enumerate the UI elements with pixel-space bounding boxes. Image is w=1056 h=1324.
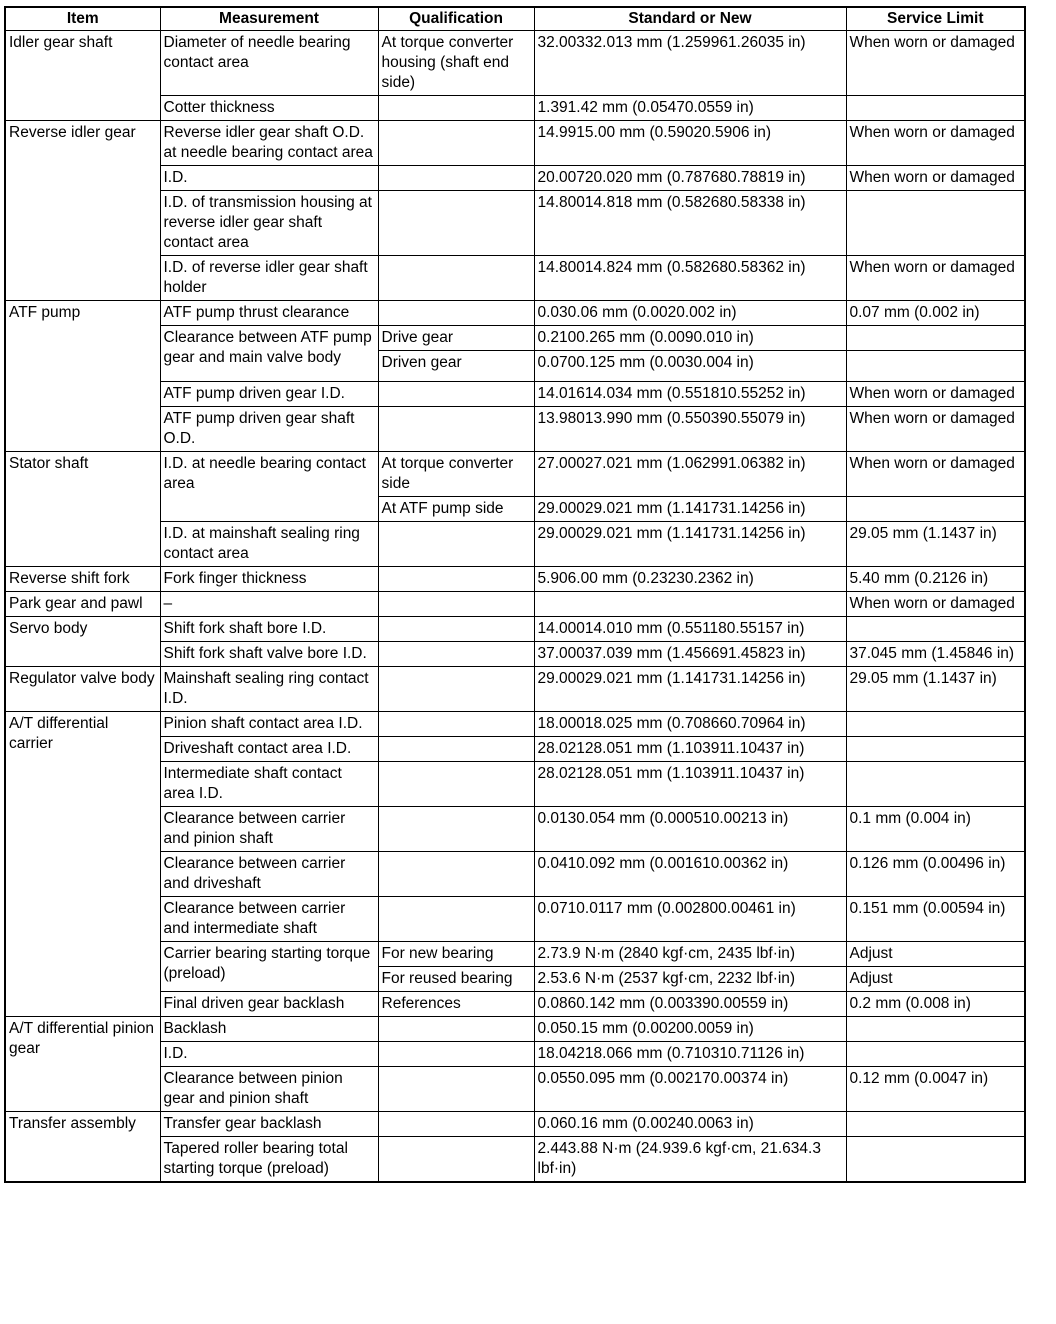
limit-cell: 0.2 mm (0.008 in): [846, 992, 1025, 1017]
limit-cell: 0.12 mm (0.0047 in): [846, 1067, 1025, 1112]
standard-cell: 29.00029.021 mm (1.141731.14256 in): [534, 497, 846, 522]
limit-cell: [846, 351, 1025, 382]
measurement-cell: Clearance between carrier and driveshaft: [160, 852, 378, 897]
measurement-cell: Carrier bearing starting torque (preload): [160, 942, 378, 992]
standard-cell: 5.906.00 mm (0.23230.2362 in): [534, 567, 846, 592]
measurement-cell: Clearance between carrier and intermediate shaft: [160, 897, 378, 942]
limit-cell: 0.151 mm (0.00594 in): [846, 897, 1025, 942]
measurement-cell: I.D. at needle bearing contact area: [160, 452, 378, 522]
measurement-cell: I.D.: [160, 1042, 378, 1067]
measurement-cell: Driveshaft contact area I.D.: [160, 737, 378, 762]
standard-cell: 0.0710.0117 mm (0.002800.00461 in): [534, 897, 846, 942]
qualification-cell: [378, 807, 534, 852]
standard-cell: 0.030.06 mm (0.0020.002 in): [534, 301, 846, 326]
table-row: [5, 301, 1025, 326]
item-cell: Reverse idler gear: [5, 121, 160, 301]
measurement-cell: I.D. of transmission housing at reverse idler gear shaft contact area: [160, 191, 378, 256]
qualification-cell: References: [378, 992, 534, 1017]
table-row: [5, 592, 1025, 617]
limit-cell: [846, 191, 1025, 256]
header-item: Item: [5, 7, 160, 31]
limit-cell: 0.1 mm (0.004 in): [846, 807, 1025, 852]
limit-cell: 0.07 mm (0.002 in): [846, 301, 1025, 326]
limit-cell: When worn or damaged: [846, 592, 1025, 617]
standard-cell: 13.98013.990 mm (0.550390.55079 in): [534, 407, 846, 452]
qualification-cell: [378, 617, 534, 642]
qualification-cell: [378, 1137, 534, 1183]
spec-table: [4, 6, 1026, 1183]
table-row: [5, 31, 1025, 96]
item-cell: Regulator valve body: [5, 667, 160, 712]
qualification-cell: For new bearing: [378, 942, 534, 967]
standard-cell: 14.80014.824 mm (0.582680.58362 in): [534, 256, 846, 301]
measurement-cell: Diameter of needle bearing contact area: [160, 31, 378, 96]
standard-cell: 27.00027.021 mm (1.062991.06382 in): [534, 452, 846, 497]
qualification-cell: [378, 96, 534, 121]
measurement-cell: Clearance between carrier and pinion shaft: [160, 807, 378, 852]
qualification-cell: Drive gear: [378, 326, 534, 351]
measurement-cell: Cotter thickness: [160, 96, 378, 121]
limit-cell: Adjust: [846, 967, 1025, 992]
qualification-cell: [378, 1112, 534, 1137]
standard-cell: 0.0700.125 mm (0.0030.004 in): [534, 351, 846, 382]
standard-cell: 18.00018.025 mm (0.708660.70964 in): [534, 712, 846, 737]
qualification-cell: [378, 166, 534, 191]
item-cell: A/T differential pinion gear: [5, 1017, 160, 1112]
limit-cell: [846, 1112, 1025, 1137]
limit-cell: [846, 326, 1025, 351]
qualification-cell: [378, 592, 534, 617]
limit-cell: When worn or damaged: [846, 382, 1025, 407]
limit-cell: When worn or damaged: [846, 121, 1025, 166]
standard-cell: 18.04218.066 mm (0.710310.71126 in): [534, 1042, 846, 1067]
qualification-cell: [378, 191, 534, 256]
standard-cell: 0.0410.092 mm (0.001610.00362 in): [534, 852, 846, 897]
qualification-cell: [378, 897, 534, 942]
limit-cell: 29.05 mm (1.1437 in): [846, 522, 1025, 567]
qualification-cell: [378, 256, 534, 301]
qualification-cell: [378, 642, 534, 667]
qualification-cell: [378, 1042, 534, 1067]
limit-cell: [846, 1017, 1025, 1042]
limit-cell: [846, 1042, 1025, 1067]
measurement-cell: Backlash: [160, 1017, 378, 1042]
standard-cell: 14.01614.034 mm (0.551810.55252 in): [534, 382, 846, 407]
standard-cell: 0.0130.054 mm (0.000510.00213 in): [534, 807, 846, 852]
measurement-cell: Final driven gear backlash: [160, 992, 378, 1017]
measurement-cell: I.D. at mainshaft sealing ring contact area: [160, 522, 378, 567]
standard-cell: 32.00332.013 mm (1.259961.26035 in): [534, 31, 846, 96]
measurement-cell: Pinion shaft contact area I.D.: [160, 712, 378, 737]
limit-cell: 29.05 mm (1.1437 in): [846, 667, 1025, 712]
measurement-cell: Reverse idler gear shaft O.D. at needle bearing contact area: [160, 121, 378, 166]
standard-cell: 29.00029.021 mm (1.141731.14256 in): [534, 522, 846, 567]
table-row: [5, 452, 1025, 497]
qualification-cell: [378, 121, 534, 166]
limit-cell: When worn or damaged: [846, 256, 1025, 301]
header-measurement: Measurement: [160, 7, 378, 31]
qualification-cell: [378, 737, 534, 762]
qualification-cell: At ATF pump side: [378, 497, 534, 522]
limit-cell: [846, 497, 1025, 522]
standard-cell: [534, 592, 846, 617]
qualification-cell: [378, 1017, 534, 1042]
qualification-cell: For reused bearing: [378, 967, 534, 992]
measurement-cell: Fork finger thickness: [160, 567, 378, 592]
qualification-cell: [378, 762, 534, 807]
item-cell: ATF pump: [5, 301, 160, 452]
qualification-cell: [378, 1067, 534, 1112]
measurement-cell: I.D. of reverse idler gear shaft holder: [160, 256, 378, 301]
table-row: [5, 1112, 1025, 1137]
standard-cell: 20.00720.020 mm (0.787680.78819 in): [534, 166, 846, 191]
qualification-cell: Driven gear: [378, 351, 534, 382]
header-service-limit: Service Limit: [846, 7, 1025, 31]
standard-cell: 14.80014.818 mm (0.582680.58338 in): [534, 191, 846, 256]
standard-cell: 2.443.88 N·m (24.939.6 kgf·cm, 21.634.3 lbf·in): [534, 1137, 846, 1183]
qualification-cell: [378, 567, 534, 592]
measurement-cell: Clearance between ATF pump gear and main valve body: [160, 326, 378, 382]
standard-cell: 28.02128.051 mm (1.103911.10437 in): [534, 737, 846, 762]
measurement-cell: Clearance between pinion gear and pinion shaft: [160, 1067, 378, 1112]
limit-cell: When worn or damaged: [846, 452, 1025, 497]
limit-cell: [846, 1137, 1025, 1183]
qualification-cell: At torque converter housing (shaft end side): [378, 31, 534, 96]
limit-cell: When worn or damaged: [846, 407, 1025, 452]
limit-cell: [846, 737, 1025, 762]
standard-cell: 14.9915.00 mm (0.59020.5906 in): [534, 121, 846, 166]
measurement-cell: ATF pump driven gear shaft O.D.: [160, 407, 378, 452]
standard-cell: 14.00014.010 mm (0.551180.55157 in): [534, 617, 846, 642]
measurement-cell: Shift fork shaft bore I.D.: [160, 617, 378, 642]
header-qualification: Qualification: [378, 7, 534, 31]
measurement-cell: Shift fork shaft valve bore I.D.: [160, 642, 378, 667]
standard-cell: 0.050.15 mm (0.00200.0059 in): [534, 1017, 846, 1042]
qualification-cell: [378, 301, 534, 326]
standard-cell: 0.0860.142 mm (0.003390.00559 in): [534, 992, 846, 1017]
qualification-cell: [378, 522, 534, 567]
table-row: [5, 617, 1025, 642]
qualification-cell: At torque converter side: [378, 452, 534, 497]
standard-cell: 0.0550.095 mm (0.002170.00374 in): [534, 1067, 846, 1112]
qualification-cell: [378, 712, 534, 737]
measurement-cell: Tapered roller bearing total starting torque (preload): [160, 1137, 378, 1183]
item-cell: Idler gear shaft: [5, 31, 160, 121]
limit-cell: When worn or damaged: [846, 166, 1025, 191]
qualification-cell: [378, 852, 534, 897]
table-row: [5, 567, 1025, 592]
table-row: [5, 667, 1025, 712]
standard-cell: 2.53.6 N·m (2537 kgf·cm, 2232 lbf·in): [534, 967, 846, 992]
standard-cell: 0.2100.265 mm (0.0090.010 in): [534, 326, 846, 351]
standard-cell: 37.00037.039 mm (1.456691.45823 in): [534, 642, 846, 667]
measurement-cell: I.D.: [160, 166, 378, 191]
table-row: [5, 712, 1025, 737]
standard-cell: 28.02128.051 mm (1.103911.10437 in): [534, 762, 846, 807]
measurement-cell: Transfer gear backlash: [160, 1112, 378, 1137]
standard-cell: 2.73.9 N·m (2840 kgf·cm, 2435 lbf·in): [534, 942, 846, 967]
qualification-cell: [378, 382, 534, 407]
limit-cell: 37.045 mm (1.45846 in): [846, 642, 1025, 667]
limit-cell: [846, 617, 1025, 642]
limit-cell: Adjust: [846, 942, 1025, 967]
qualification-cell: [378, 407, 534, 452]
qualification-cell: [378, 667, 534, 712]
standard-cell: 1.391.42 mm (0.05470.0559 in): [534, 96, 846, 121]
limit-cell: [846, 712, 1025, 737]
limit-cell: [846, 762, 1025, 807]
item-cell: Servo body: [5, 617, 160, 667]
measurement-cell: ATF pump driven gear I.D.: [160, 382, 378, 407]
standard-cell: 29.00029.021 mm (1.141731.14256 in): [534, 667, 846, 712]
table-row: [5, 121, 1025, 166]
limit-cell: [846, 96, 1025, 121]
limit-cell: 0.126 mm (0.00496 in): [846, 852, 1025, 897]
limit-cell: When worn or damaged: [846, 31, 1025, 96]
measurement-cell: Mainshaft sealing ring contact I.D.: [160, 667, 378, 712]
header-standard: Standard or New: [534, 7, 846, 31]
measurement-cell: –: [160, 592, 378, 617]
limit-cell: 5.40 mm (0.2126 in): [846, 567, 1025, 592]
measurement-cell: ATF pump thrust clearance: [160, 301, 378, 326]
item-cell: Park gear and pawl: [5, 592, 160, 617]
item-cell: Reverse shift fork: [5, 567, 160, 592]
item-cell: Transfer assembly: [5, 1112, 160, 1183]
standard-cell: 0.060.16 mm (0.00240.0063 in): [534, 1112, 846, 1137]
item-cell: Stator shaft: [5, 452, 160, 567]
item-cell: A/T differential carrier: [5, 712, 160, 1017]
measurement-cell: Intermediate shaft contact area I.D.: [160, 762, 378, 807]
table-row: [5, 1017, 1025, 1042]
header-row: [5, 7, 1025, 31]
